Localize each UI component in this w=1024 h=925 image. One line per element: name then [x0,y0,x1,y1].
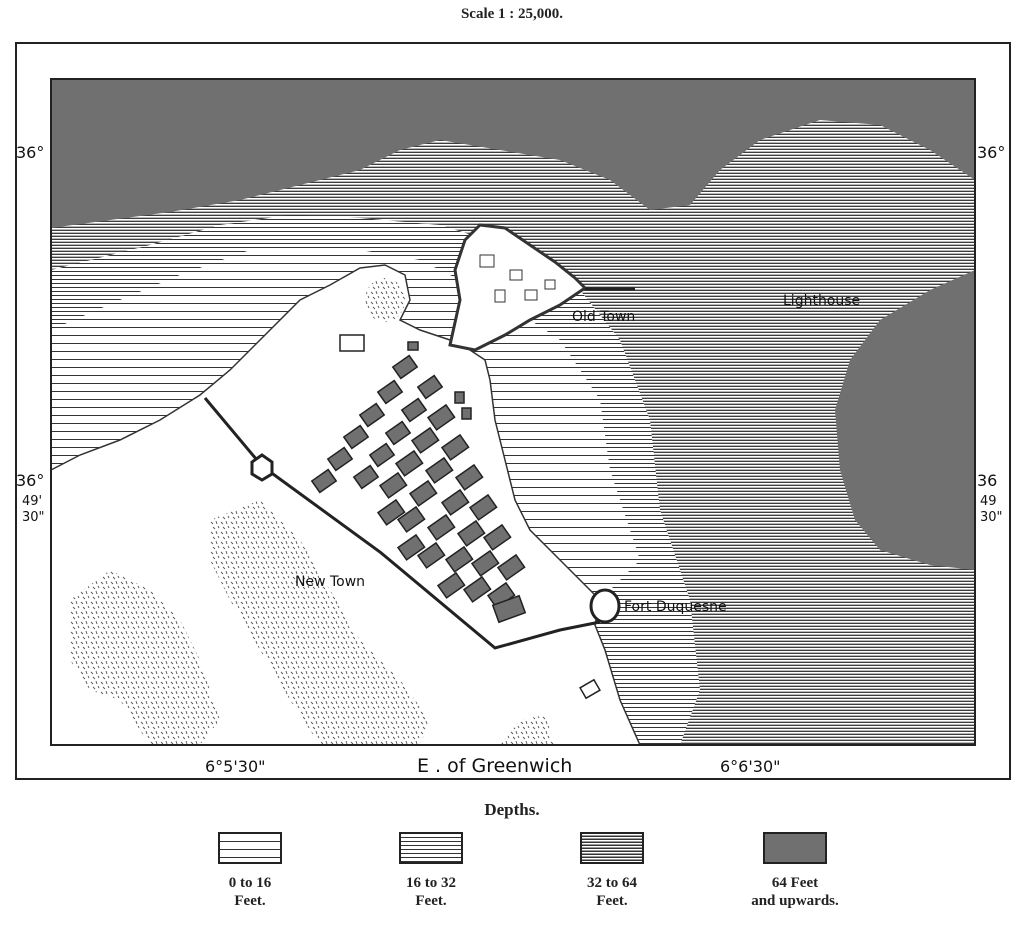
lat-label-mid-left-sec: 30" [22,510,45,525]
lat-label-mid-right-min: 49 [980,494,997,509]
legend-item-16-32 [381,832,481,910]
legend-item-64-plus [725,832,865,910]
lat-label-top-right: 36° [977,143,1006,162]
lat-label-mid-left-min: 49' [22,494,43,509]
lat-label-mid-right-sec: 30" [980,510,1003,525]
legend-item-32-64 [562,832,662,910]
lon-label-center: E . of Greenwich [417,755,573,777]
scale-title: Scale 1 : 25,000. [460,6,564,22]
lat-label-mid-left-deg: 36° [16,471,45,490]
legend-swatch-16-32 [399,832,463,864]
legend-label: 16 to 32 Feet. [406,875,456,909]
new-town-label: New Town [295,574,366,590]
legend-item-0-16 [200,832,300,910]
legend-label: 0 to 16 Feet. [228,875,272,909]
legend-swatch-0-16 [218,832,282,864]
legend-label: 32 to 64 Feet. [587,875,637,909]
lon-label-right: 6°6'30" [720,757,781,776]
barracks-block [340,335,364,351]
legend-swatch-64-plus [763,832,827,864]
fort-duquesne-label: Fort Duquesne [624,599,727,615]
old-town-label: Old Town [572,309,636,325]
lon-label-left: 6°5'30" [205,757,266,776]
legend-label: 64 Feet and upwards. [751,875,839,909]
legend-title: Depths. [484,800,540,819]
lat-label-mid-right-deg: 36 [977,471,998,490]
lighthouse-label: Lighthouse [783,293,861,309]
fort-duquesne-marker [591,590,619,622]
hill-north [365,278,405,322]
legend-swatch-32-64 [580,832,644,864]
lat-label-top-left: 36° [16,143,45,162]
